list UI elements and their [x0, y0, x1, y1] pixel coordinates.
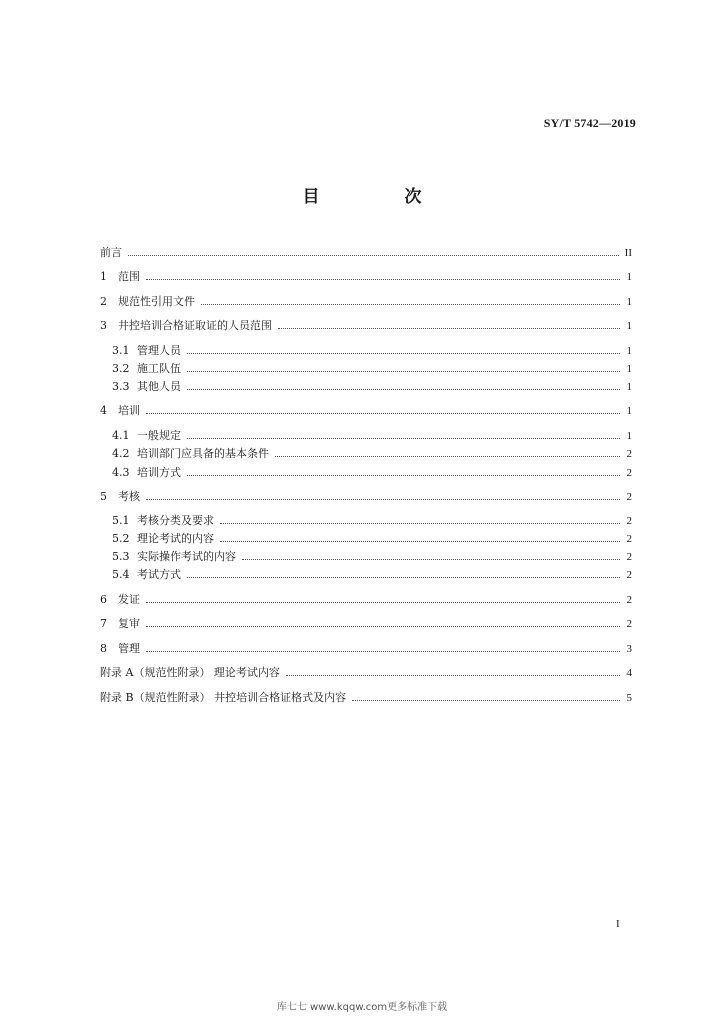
toc-entry-5-2[interactable]: [112, 530, 632, 548]
toc-leader: [187, 474, 620, 476]
toc-entry-appendix-a[interactable]: [100, 664, 632, 682]
toc-entry-appendix-b[interactable]: [100, 689, 632, 707]
toc-number: 3.2: [112, 362, 130, 375]
toc-leader: [187, 437, 620, 439]
toc-leader: [278, 327, 620, 329]
toc-leader: [242, 558, 620, 560]
toc-page: 1: [626, 296, 632, 308]
toc-label: 发证: [118, 593, 140, 606]
toc-entry-2[interactable]: [100, 293, 632, 311]
toc-label: 考试方式: [137, 568, 181, 581]
toc-leader: [146, 601, 620, 603]
toc-entry-3-2[interactable]: [112, 360, 632, 378]
toc-entry-3[interactable]: [100, 317, 632, 335]
toc-leader: [146, 278, 620, 280]
toc-entry-5-3[interactable]: [112, 548, 632, 566]
toc-number: 3: [100, 319, 107, 332]
toc-page: 2: [626, 594, 632, 606]
toc-number: 5.4: [112, 568, 130, 581]
footer-watermark-text: 库七七 www.kqqw.com更多标准下载: [276, 1002, 448, 1013]
toc-page: 3: [626, 643, 632, 655]
toc-number: 7: [100, 617, 107, 630]
toc-label: 培训: [118, 404, 140, 417]
toc-page: 2: [626, 515, 632, 527]
toc-page: 1: [626, 345, 632, 357]
toc-label: 理论考试的内容: [137, 532, 214, 545]
page-title: 目 次: [302, 187, 456, 207]
toc-page: 2: [626, 448, 632, 460]
toc-leader: [146, 625, 620, 627]
toc-page: 4: [626, 667, 632, 679]
toc-label: 培训部门应具备的基本条件: [137, 447, 269, 460]
toc-entry-7[interactable]: [100, 615, 632, 633]
toc-page: 1: [626, 381, 632, 393]
toc-entry-5-1[interactable]: [112, 512, 632, 530]
toc-label: 复审: [118, 617, 140, 630]
toc-page: 2: [626, 551, 632, 563]
toc-page: 2: [626, 491, 632, 503]
toc-entry-3-1[interactable]: [112, 342, 632, 360]
page-number: I: [616, 918, 620, 930]
toc-leader: [187, 388, 620, 390]
toc-label: 附录 A（规范性附录） 理论考试内容: [100, 666, 280, 679]
toc-number: 4.3: [112, 466, 130, 479]
toc-number: 8: [100, 642, 107, 655]
toc-page: 2: [626, 618, 632, 630]
toc-leader: [220, 522, 620, 524]
toc-number: 4.2: [112, 447, 130, 460]
toc-entry-6[interactable]: [100, 591, 632, 609]
toc-number: 5: [100, 490, 107, 503]
toc-entry-3-3[interactable]: [112, 378, 632, 396]
toc-label: 管理: [118, 642, 140, 655]
toc-number: 4.1: [112, 429, 130, 442]
toc-page: 1: [626, 363, 632, 375]
toc-leader: [146, 498, 620, 500]
toc-page: 5: [626, 692, 632, 704]
toc-number: 5.1: [112, 514, 130, 527]
toc-label: 考核: [118, 490, 140, 503]
toc-page: 1: [626, 271, 632, 283]
toc-entry-4-3[interactable]: [112, 464, 632, 482]
toc-number: 5.3: [112, 550, 130, 563]
toc-leader: [187, 352, 620, 354]
toc-label: 考核分类及要求: [137, 514, 214, 527]
toc-leader: [286, 674, 620, 676]
toc-leader: [146, 650, 620, 652]
toc-leader: [187, 576, 620, 578]
toc-leader: [275, 455, 620, 457]
toc-number: 4: [100, 404, 107, 417]
toc-label: 一般规定: [137, 429, 181, 442]
toc-leader: [187, 370, 620, 372]
toc-leader: [201, 303, 620, 305]
toc-leader: [352, 699, 620, 701]
standard-code: SY/T 5742—2019: [543, 116, 636, 130]
toc-number: 6: [100, 593, 107, 606]
toc-number: 5.2: [112, 532, 130, 545]
toc-leader: [146, 412, 620, 414]
toc-page: 2: [626, 533, 632, 545]
toc-entry-foreword[interactable]: [100, 244, 632, 262]
toc-label: 培训方式: [137, 466, 181, 479]
toc-page: 1: [626, 430, 632, 442]
toc-page: 2: [626, 467, 632, 479]
toc-entry-4-1[interactable]: [112, 427, 632, 445]
toc-label: 附录 B（规范性附录） 井控培训合格证格式及内容: [100, 691, 347, 704]
toc-entry-4-2[interactable]: [112, 445, 632, 463]
toc-label: 井控培训合格证取证的人员范围: [118, 319, 272, 332]
toc-page: 1: [626, 405, 632, 417]
toc-entry-5-4[interactable]: [112, 566, 632, 584]
toc-label: 管理人员: [137, 344, 181, 357]
toc-label: 前言: [100, 246, 122, 259]
toc-leader: [220, 540, 620, 542]
toc-page: 1: [626, 320, 632, 332]
toc-entry-8[interactable]: [100, 640, 632, 658]
toc-label: 实际操作考试的内容: [137, 550, 236, 563]
toc-page: II: [624, 247, 632, 259]
toc-entry-5[interactable]: [100, 488, 632, 506]
toc-entry-1[interactable]: [100, 268, 632, 286]
toc-number: 2: [100, 295, 107, 308]
toc-number: 3.3: [112, 380, 130, 393]
toc-page: 2: [626, 569, 632, 581]
toc-label: 规范性引用文件: [118, 295, 195, 308]
toc-number: 1: [100, 270, 107, 283]
toc-label: 范围: [118, 270, 140, 283]
toc-number: 3.1: [112, 344, 130, 357]
toc-leader: [128, 254, 619, 256]
toc-label: 施工队伍: [137, 362, 181, 375]
toc-entry-4[interactable]: [100, 402, 632, 420]
toc-label: 其他人员: [137, 380, 181, 393]
